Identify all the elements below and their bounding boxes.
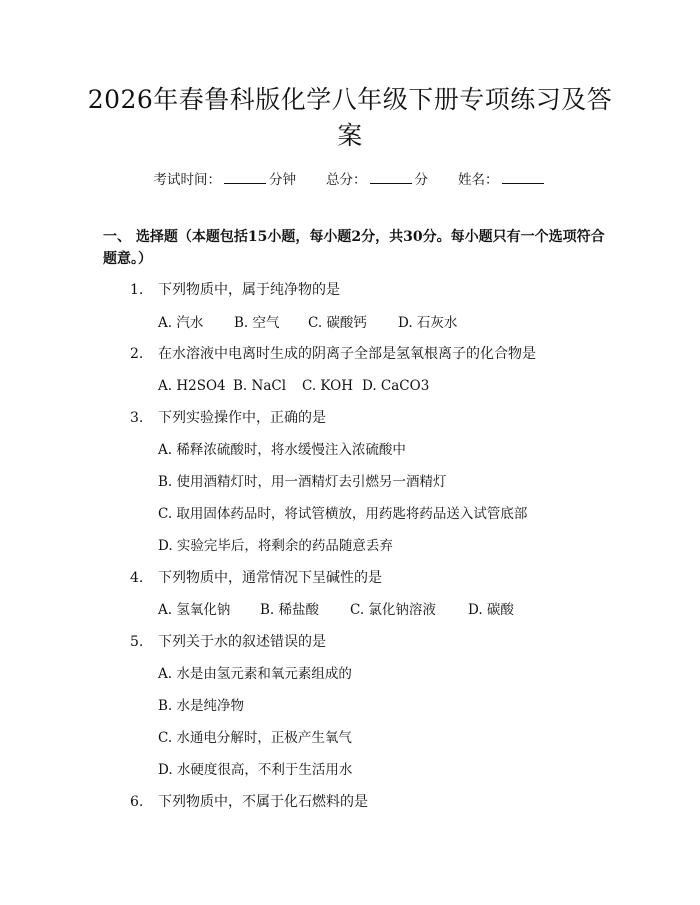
question-text: 下列物质中，不属于化石燃料的是 [158, 794, 368, 810]
option-d[interactable]: D. CaCO3 [362, 378, 430, 394]
option-d[interactable]: D. 石灰水 [398, 315, 458, 331]
total-score-label: 总分： [326, 172, 367, 188]
total-score-unit: 分 [414, 172, 428, 188]
question-4-options [158, 600, 514, 620]
question-number: 2. [130, 346, 144, 362]
option-b[interactable]: B. 空气 [234, 315, 280, 331]
option-a[interactable]: A. 汽水 [158, 315, 204, 331]
question-text: 在水溶液中电离时生成的阴离子全部是氢氧根离子的化合物是 [158, 346, 536, 362]
question-3-option-d[interactable]: D. 实验完毕后，将剩余的药品随意丢弃 [158, 538, 393, 554]
question-5 [130, 632, 326, 652]
option-c[interactable]: C. KOH [302, 378, 353, 394]
question-5-option-c[interactable]: C. 水通电分解时，正极产生氧气 [158, 730, 352, 746]
question-3-option-b[interactable]: B. 使用酒精灯时，用一酒精灯去引燃另一酒精灯 [158, 474, 447, 490]
exam-time-blank [224, 171, 266, 184]
question-3 [130, 408, 326, 428]
question-number: 4. [130, 570, 144, 586]
option-d[interactable]: D. 碳酸 [468, 602, 514, 618]
question-6 [130, 792, 368, 812]
question-1-options [158, 313, 457, 333]
question-2-options [158, 376, 429, 396]
student-name-label: 姓名： [458, 172, 499, 188]
option-a[interactable]: A. 氢氧化钠 [158, 602, 231, 618]
exam-time-label: 考试时间： [153, 172, 221, 188]
option-b[interactable]: B. 稀盐酸 [260, 602, 320, 618]
question-number: 3. [130, 410, 144, 426]
question-number: 1. [130, 282, 144, 298]
question-text: 下列关于水的叙述错误的是 [158, 634, 326, 650]
question-3-option-a[interactable]: A. 稀释浓硫酸时，将水缓慢注入浓硫酸中 [158, 442, 406, 458]
total-score-field [326, 168, 428, 188]
student-name-blank [502, 171, 544, 184]
page-title: 2026年春鲁科版化学八年级下册专项练习及答案 [87, 85, 613, 150]
question-2 [130, 344, 536, 364]
exam-time-field [154, 168, 297, 188]
option-a[interactable]: A. H2SO4 [158, 378, 226, 394]
question-1 [130, 280, 340, 300]
question-5-option-b[interactable]: B. 水是纯净物 [158, 698, 245, 714]
question-5-option-d[interactable]: D. 水硬度很高，不利于生活用水 [158, 762, 353, 778]
question-text: 下列物质中，通常情况下呈碱性的是 [158, 570, 382, 586]
question-text: 下列实验操作中，正确的是 [158, 410, 326, 426]
total-score-blank [370, 171, 412, 184]
question-4 [130, 568, 382, 588]
option-c[interactable]: C. 碳酸钙 [308, 315, 367, 331]
question-number: 5. [130, 634, 144, 650]
question-3-option-c[interactable]: C. 取用固体药品时，将试管横放，用药匙将药品送入试管底部 [158, 506, 528, 522]
exam-time-unit: 分钟 [269, 172, 296, 188]
option-c[interactable]: C. 氯化钠溶液 [350, 602, 436, 618]
option-b[interactable]: B. NaCl [233, 378, 287, 394]
section-heading: 一、 选择题（本题包括15小题，每小题2分，共30分。每小题只有一个选项符合题意。） [103, 229, 605, 267]
question-text: 下列物质中，属于纯净物的是 [158, 282, 340, 298]
question-5-option-a[interactable]: A. 水是由氢元素和氧元素组成的 [158, 666, 352, 682]
student-name-field [458, 168, 547, 188]
exam-info [0, 168, 700, 188]
question-number: 6. [130, 794, 144, 810]
